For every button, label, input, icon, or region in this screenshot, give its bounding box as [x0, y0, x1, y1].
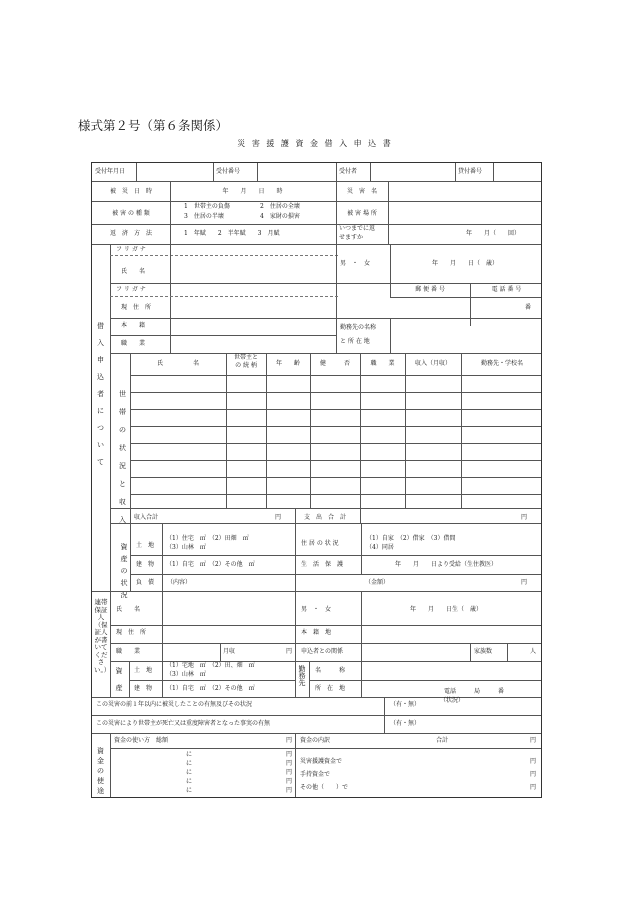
guarantor-sex: 男 ・ 女	[301, 606, 332, 613]
usage-yen-4: 円	[286, 778, 293, 785]
debt-label: 負 債	[136, 579, 155, 586]
col-age: 年 齢	[275, 360, 300, 367]
disaster-name-label: 災 害 名	[346, 188, 377, 195]
document-title: 災 害 援 護 資 金 借 入 申 込 書	[237, 139, 393, 148]
guarantor-family-label: 家族数	[474, 648, 493, 655]
loan-number-label: 貸付番号	[458, 168, 483, 175]
assets-building-options: （1）自宅 ㎡ （2）その他 ㎡	[166, 561, 255, 568]
assets-land-options-1: （1）住宅 ㎡ （2）田畑 ㎡	[166, 535, 249, 542]
debt-yen: 円	[521, 579, 528, 586]
guarantor-phone: 電話 局 番	[444, 688, 505, 695]
usage-how-label: 資金の使い方 総額	[114, 737, 169, 744]
usage-yen-1: 円	[286, 751, 293, 758]
usage-yen-3: 円	[286, 769, 293, 776]
col-name: 氏 名	[156, 360, 199, 367]
repay-until-label-2: せますか	[339, 234, 364, 241]
income-total-label: 収入合計	[134, 514, 159, 521]
funds-item-2: 手持資金で	[300, 771, 331, 778]
funds-item-1-yen: 円	[530, 758, 537, 765]
assets-land-label: 土 地	[136, 542, 155, 549]
col-health: 健 否	[319, 360, 350, 367]
address-label: 現 住 所	[121, 304, 152, 311]
usage-yen-2: 円	[286, 760, 293, 767]
guarantor-building-options: （1）自宅 ㎡ （2）その他 ㎡	[166, 685, 255, 692]
usage-total-yen: 円	[286, 737, 293, 744]
guarantor-relation-label: 申込者との関係	[301, 648, 344, 655]
furigana2-label: フ リ ガ ナ	[116, 286, 146, 293]
col-relation-2: の 続 柄	[235, 362, 257, 369]
col-relation-1: 世帯主と	[233, 354, 258, 361]
workplace-label-2: と 所 在 地	[340, 338, 370, 345]
guarantor-income-yen: 円	[286, 648, 293, 655]
expense-total-label: 支 出 合 計	[304, 514, 347, 521]
furigana-label: フ リ ガ ナ	[116, 246, 146, 253]
guarantor-side-label: 連帯保証人（保証人が書いてください。）	[94, 598, 111, 674]
income-total-yen: 円	[275, 514, 282, 521]
usage-ni-2: に	[186, 760, 193, 767]
col-school: 勤務先・学校名	[480, 360, 523, 367]
postal-code-label: 郵 便 番 号	[415, 286, 445, 293]
funds-item-2-yen: 円	[530, 771, 537, 778]
guarantor-name-label: 氏 名	[116, 606, 141, 613]
repay-until-value: 年 月（ 回）	[466, 230, 521, 237]
damage-option-3: 3 住居の半壊	[184, 213, 224, 220]
receiver-label: 受付者	[339, 168, 358, 175]
guarantor-assets-label: 資産	[115, 667, 123, 692]
damage-option-2: 2 住居の全壊	[260, 203, 300, 210]
receipt-number-label: 受付番号	[216, 168, 241, 175]
debt-content: （内容）	[167, 579, 192, 586]
guarantor-land-options-1: （1）宅地 ㎡ （2）田、畑 ㎡	[166, 662, 255, 669]
assets-side-label: 資産の状況	[120, 543, 128, 599]
funds-item-1: 災害援護資金で	[300, 758, 343, 765]
applicant-name-label: 氏 名	[121, 268, 146, 275]
guarantor-job-label: 職 業	[116, 648, 141, 655]
funds-breakdown-label: 資金の内訳	[300, 737, 331, 744]
guarantor-building-label: 建 物	[134, 685, 153, 692]
housing-options-2: （4）同居	[366, 544, 394, 551]
workplace-label-1: 勤務先の名称	[340, 324, 377, 331]
guarantor-land-options-2: （3）山林 ㎡	[166, 671, 206, 678]
funds-total-yen: 円	[530, 737, 537, 744]
form-style-number: 様式第２号（第６条関係）	[78, 118, 229, 133]
guarantor-birth: 年 月 日生（ 歳）	[410, 606, 483, 613]
guarantor-work-address: 所 在 地	[315, 685, 346, 692]
damage-type-label: 被 害 の 種 類	[112, 210, 150, 217]
domicile-label: 本 籍	[121, 322, 146, 329]
applicant-sex: 男 ・ 女	[340, 260, 371, 267]
assets-land-options-2: （3）山林 ㎡	[166, 544, 206, 551]
question-2: この災害により世帯主が死亡又は重度障害者となった事実の有無	[96, 720, 271, 727]
usage-ni-1: に	[186, 751, 193, 758]
household-side-label: 世帯の状況と収入	[119, 390, 126, 524]
usage-ni-4: に	[186, 778, 193, 785]
guarantor-domicile-label: 本 籍 地	[301, 629, 332, 636]
repayment-methods: 1 年賦 2 半年賦 3 月賦	[184, 230, 280, 237]
damage-option-1: 1 世帯主の負傷	[184, 203, 230, 210]
housing-status-label: 住 居 の 状 況	[301, 540, 339, 547]
col-income: 収入（月収）	[414, 360, 451, 367]
disaster-date-value: 年 月 日 時	[222, 188, 283, 195]
expense-total-yen: 円	[521, 514, 528, 521]
guarantor-family-people: 人	[530, 648, 537, 655]
funds-item-3-yen: 円	[530, 784, 537, 791]
question-1-answer: （有・無）	[390, 701, 421, 708]
guarantor-workplace-label: 勤務先	[298, 665, 306, 687]
usage-ni-5: に	[186, 787, 193, 794]
housing-options-1: （1）自家 （2）借家 （3）借間	[366, 535, 456, 542]
job-label: 職 業	[121, 340, 146, 347]
usage-ni-3: に	[186, 769, 193, 776]
question-2-answer: （有・無）	[390, 720, 421, 727]
received-date-label: 受付年月日	[95, 168, 126, 175]
repay-until-label-1: いつまでに返	[339, 225, 376, 232]
col-job: 職 業	[370, 360, 395, 367]
phone-number-label: 電 話 番 号	[491, 286, 522, 293]
damage-place-label: 被 害 場 所	[347, 210, 377, 217]
damage-option-4: 4 家財の損害	[260, 213, 300, 220]
guarantor-income-label: 月収	[223, 648, 236, 655]
application-form	[91, 162, 542, 798]
usage-yen-5: 円	[286, 787, 293, 794]
guarantor-land-label: 土 地	[134, 667, 153, 674]
repayment-method-label: 返 済 方 法	[109, 230, 152, 237]
disaster-date-label: 被 災 日 時	[109, 188, 152, 195]
applicant-side-label: 借入申込者について	[97, 322, 104, 466]
address-ban: 番	[525, 304, 532, 311]
welfare-value: 年 月 日より受給（生住教医）	[395, 561, 498, 568]
question-1: この災害の前１年以内に被災したことの有無及びその状況	[96, 701, 253, 708]
funds-total-label: 合計	[436, 737, 449, 744]
welfare-label: 生 活 保 護	[301, 561, 344, 568]
question-1-status: （状況）	[440, 697, 465, 704]
applicant-birth: 年 月 日（ 歳）	[432, 260, 499, 267]
assets-building-label: 建 物	[136, 561, 155, 568]
debt-amount: （金額）	[365, 579, 390, 586]
guarantor-address-label: 現 住 所	[116, 629, 147, 636]
funds-item-3: その他（ ）で	[300, 784, 349, 791]
guarantor-work-name: 名 称	[315, 667, 346, 674]
usage-side-label: 資金の使途	[97, 747, 104, 795]
